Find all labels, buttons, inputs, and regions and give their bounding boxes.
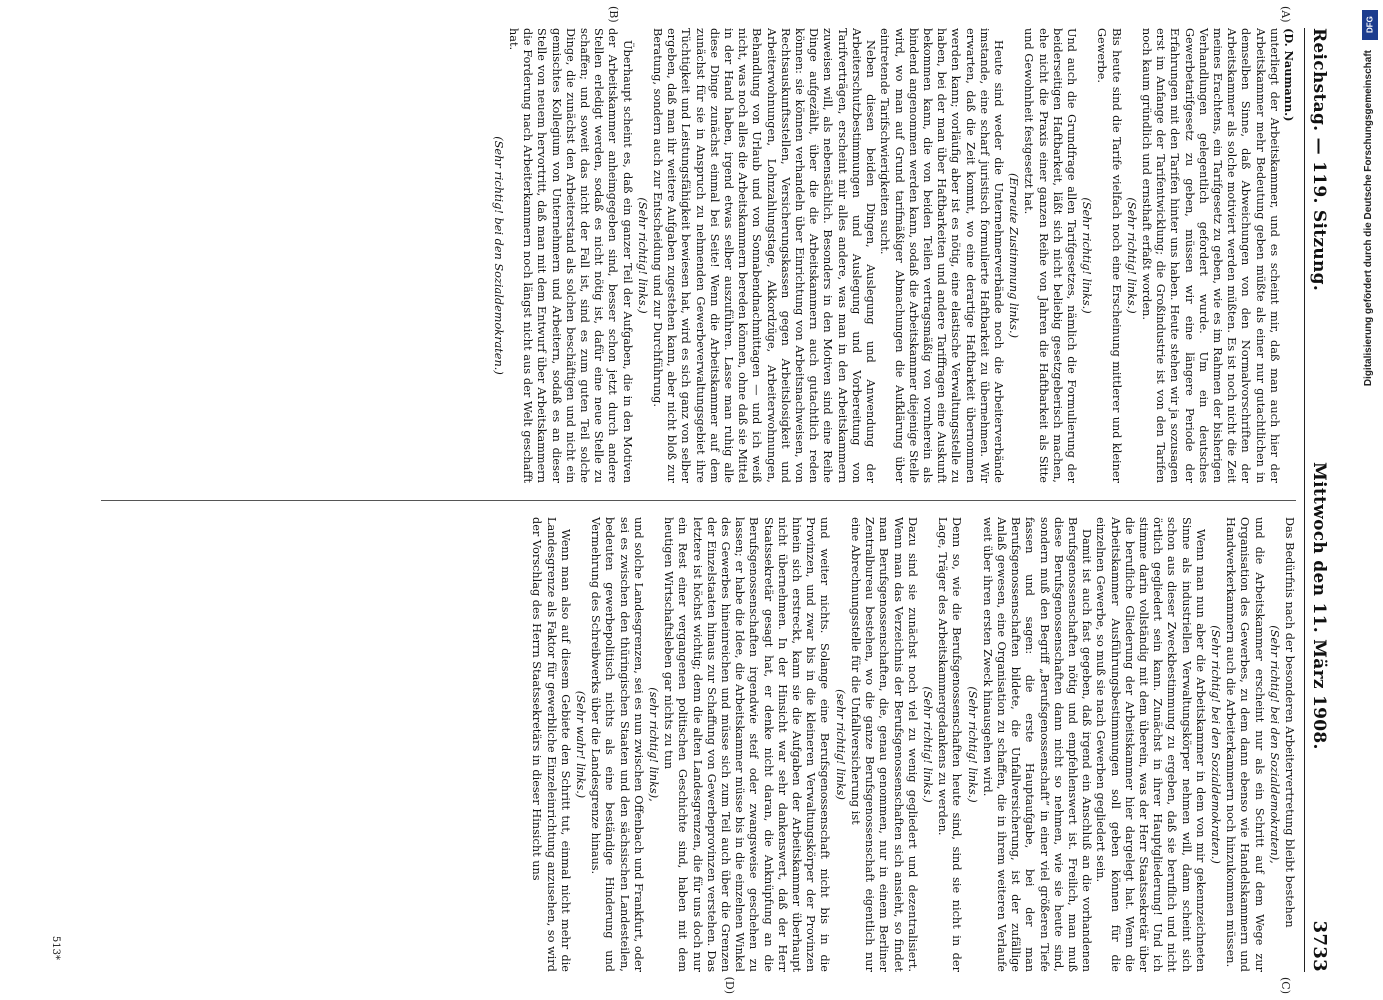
interjection-note: (Sehr richtig! bei den Sozialdemokraten.) — [491, 136, 505, 375]
body-paragraph: und die Arbeitskammer erscheint nur als ein Schritt auf dem Wege zur Organisation des Gewerbes, zu dem dann ebenso wie Handelskammern und Handwerkerkammern auch die Arbeiterkammern noch hinzukommen müssen. — [1224, 517, 1266, 972]
margin-marker-c: (C) — [1279, 977, 1292, 994]
margin-marker-b: (B) — [607, 6, 620, 23]
interjection-note: (Sehr richtig! links.) — [635, 197, 649, 314]
margin-marker-d: (D) — [723, 976, 736, 994]
body-paragraph: unterliegt der Arbeitskammer, und es scheint mir, daß man auch hier der Arbeitskammer mehr Bedeutung geben müßte als einer nur gutachtlichen in demselben Sinne, daß Abweichungen von den Normalvorschriften der Arbeitskammer als solche motiviert werden müßten. Es ist noch nicht die Zeit meines Erachtens, ein Tarifgesetz zu geben, wie es im Rahmen der bisherigen Verhandlungen gelegentlich gefordert wurde. Um ein deutsches Gewerbetarifgesetz zu geben, müssen wir eine längere Periode der Erfahrungen mit den Tarifen hinter uns haben. Heute stehen wir ja sozusagen erst im Anfange der Tarifentwicklung; die Großindustrie ist von den Tarifen noch kaum gründlich und ernsthaft erfaßt worden. — [1139, 28, 1281, 483]
footer-number: 513* — [50, 935, 61, 960]
body-paragraph: und weiter nichts. Solange eine Berufsgenossenschaft nicht bis in die Provinzen, und zwar bis in die kleineren Verwaltungskörper der Provinzen hinein sich erstreckt, kann sie die Aufgaben der Arbeitskammer überhaupt nicht übernehmen. In der Hinsicht war sehr dankenswert, daß der Herr Staatssekretär gesagt hat, er denke nicht daran, die Anknüpfung an die Berufsgenossenschaften irgendwie steif oder zwangsweise geschehen zu lassen; er habe die Idee, die Arbeitskammer müsse bis in die einzelnen Winkel des Gewerbes hineinreichen und müsse sich zum Teil auch über die Grenzen der Einzelstaaten hinaus zur Schaffung von Gewerbeprovinzen verstehen. Das letztere ist höchst wichtig; denn die alten Landesgrenzen, die für uns doch nur ein Rest einer vergangenen politischen Geschichte sind, haben mit dem heutigen Wirtschaftsleben gar nichts zu tun — [662, 517, 832, 972]
speaker-name: (D. Naumann.) — [1282, 28, 1296, 122]
page-header — [1304, 28, 1330, 972]
page-number: 3733 — [1309, 920, 1330, 972]
interjection-note: (Sehr richtig! bei den Sozialdemokraten.) — [1208, 625, 1222, 864]
interjection-note: (Sehr wahr! links.) — [574, 690, 588, 799]
body-paragraph: Dazu sind sie zunächst noch viel zu wenig gegliedert und dezentralisiert. Wenn man das Verzeichnis der Berufsgenossenschaften sich ansieht, so findet man Berufsgenossenschaften, die, genau genommen, nur in einem Berliner Zentralbureau bestehen, wo die ganze Berufsgenossenschaft eigentlich nur eine Abrechnungsstelle für die Unfallversicherung ist — [848, 517, 919, 972]
body-paragraph: Neben diesen beiden Dingen, Auslegung und Anwendung der Arbeiterschutzbestimmungen und Auslegung und Vorbereitung von Tarifverträgen, erscheint mir alles andere, was man in den Arbeitskammern zuweisen will, als nebensächlich. Besonders in den Motiven sind eine Reihe Dinge aufgezählt, über die die Arbeitskammern auch gutachtlich reden können: sie können verhandeln über Einrichtung von Arbeitsnachweisen, von Rechtsauskunftsstellen, Versicherungskassen gegen Arbeitslosigkeit und Arbeiterwohnungen, Lohnzahlungstage, Akkordzüge, Arbeiterwohnungen, Behandlung von Urlaub und von Sonnabendnachmittagen — und ich weiß nicht, was noch alles die Arbeitskammern bereden können, ohne daß sie Mittel in der Hand haben, irgend etwas selber auszuführen. Lasse man ruhig alle diese Dinge zunächst einmal bei Seite! Wenn die Arbeitskammer auf dem zunächst für sie in Anspruch zu nehmenden Gewerbeverwaltungsgebiet ihre Tüchtigkeit und Leistungsfähigkeit bewiesen hat, wird es sich ganz von selber ergeben, daß man ihr weitere Aufgaben zugestehen kann, aber nicht bloß zur Beratung, sondern auch zur Entscheidung und zur Durchführung. — [651, 28, 878, 483]
body-paragraph: Bis heute sind die Tarife vielfach noch eine Erscheinung mittlerer und kleiner Gewerbe. — [1095, 28, 1123, 483]
interjection-note: (Sehr richtig! bei den Sozialdemokraten), — [1267, 625, 1281, 864]
interjection-note: (Erneute Zustimmung links.) — [1007, 172, 1021, 339]
body-paragraph: Überhaupt scheint es, daß ein ganzer Teil der Aufgaben, die in den Motiven der Arbeitskammer anheimgegeben sind, besser schon jetzt durch andere Stellen erledigt werden, sodaß es nicht nötig ist, dafür eine neue Stelle zu schaffen; und soweit das nicht der Fall ist, sind es zum guten Teil solche Dinge, die zunächst den Arbeiterstand als solchen beschäftigen und nicht ein gemischtes Kollegium von Unternehmern und Arbeitern, sodaß es an dieser Stelle von neuem hervortritt, daß man mit dem Entwurf über Arbeitskammern die Forderung nach Arbeiterkammern noch längst nicht aus der Welt geschafft hat. — [507, 28, 634, 483]
dfg-logo: DFG — [1362, 10, 1378, 40]
scanned-page-frame — [42, 0, 1352, 1000]
interjection-note: (sehr richtig! links) — [833, 689, 847, 800]
right-column — [101, 517, 1296, 994]
header-left: Reichstag. — 119. Sitzung. — [1309, 28, 1329, 292]
column-divider — [101, 500, 1296, 501]
credit-text: Digitalisierung gefördert durch die Deutsche Forschungsgemeinschaft — [1363, 50, 1374, 387]
interjection-note: (sehr richtig! links), — [647, 687, 661, 802]
interjection-note: (Sehr richtig! links.) — [965, 686, 979, 803]
text-columns — [101, 6, 1296, 994]
body-paragraph: Denn so, wie die Berufsgenossenschaften heute sind, sind sie nicht in der Lage, Träger des Arbeitskammergedankens zu werden. — [936, 517, 964, 972]
left-column — [101, 6, 1296, 483]
newspaper-page — [42, 0, 1352, 1000]
body-paragraph: Wenn man also auf diesem Gebiete den Schritt tut, einmal nicht mehr die Landesgrenze als Faktor für gewerbliche Einzeleinrichtung anzusehen, so wird der Vorschlag des Herrn Staatssekretärs in dieser Hinsicht uns — [530, 517, 572, 972]
header-date: Mittwoch den 11. März 1908. — [1309, 462, 1329, 750]
body-paragraph: Damit ist auch fast gegeben, daß irgend ein Anschluß an die vorhandenen Berufsgenossenschaften nötig und empfehlenswert ist. Freilich, man muß diese Berufsgenossenschaften dann nicht so nehmen, wie sie heute sind, sondern muß den Begriff „Berufsgenossenschaft“ in einer viel größeren Tiefe fassen und sagen: die erste Hauptaufgabe, bei der man Berufsgenossenschaften bildete, die Unfallversicherung, ist der zufällige Anlaß gewesen, eine Organisation zu schaffen, die in ihrem weiteren Verlaufe weit über ihren ersten Zweck hinausgehen wird. — [980, 517, 1094, 972]
digitization-credit — [1361, 10, 1379, 990]
interjection-note: (Sehr richtig! links.) — [920, 686, 934, 803]
speaker-line — [1281, 28, 1296, 483]
body-paragraph: Heute sind weder die Unternehmerverbände noch die Arbeiterverbände imstande, eine scharf juristisch formulierte Haftbarkeit zu übernehmen. Wir erwarten, daß die Zeit kommt, wo eine derartige Haftbarkeit übernommen werden kann; vorläufig aber ist es nötig, eine elastische Verwaltungsstelle zu haben, bei der man über Haftbarkeiten und andere Tariffragen eine Auskunft bekommen kann, die von beiden Teilen vertragsmäßig von vornherein als bindend angenommen werden kann, sodaß die Arbeitskammer diejenige Stelle wird, wo man auf Grund tarifmäßiger Abmachungen die Aufklärung über eintretende Tarifschwierigkeiten sucht. — [878, 28, 1005, 483]
body-paragraph: Das Bedürfnis nach der besonderen Arbeitervertretung bleibt bestehen — [1283, 517, 1296, 928]
interjection-note: (Sehr richtig! links.) — [1080, 197, 1094, 314]
body-paragraph: Und auch die Grundfrage allen Tarifgesetzes, nämlich die Formulierung der beiderseitigen Haftbarkeit, läßt sich nicht beliebig gesetzgeberisch machen, ehe nicht die Praxis einer ganzen Reihe von Jahren die Haftbarkeit als Sitte und Gewohnheit festgesetzt hat. — [1022, 28, 1078, 483]
body-paragraph: Wenn man nun aber die Arbeitskammer in dem von mir gekennzeichneten Sinne als industriellen Verwaltungskörper nehmen will, dann scheint sich schon aus dieser Zweckbestimmung zu ergeben, daß sie beruflich und nicht örtlich gegliedert sein kann. Zunächst in ihrer Hauptgliederung! Und ich stimme darin vollständig mit dem überein, was der Herr Staatssekretär über die berufliche Gliederung der Arbeitskammer hier dargelegt hat. Wenn die Arbeitskammer Ausführungsbestimmungen soll geben können für die einzelnen Gewerbe, so muß sie nach Gewerben gegliedert sein. — [1094, 517, 1207, 972]
interjection-note: (Sehr richtig! links.) — [1124, 197, 1138, 314]
margin-marker-a: (A) — [1279, 6, 1292, 23]
body-paragraph: und solche Landesgrenzen, sei es nun zwischen Offenbach und Frankfurt, oder sei es zwischen den thüringischen Staaten und den sächsischen Landesteilen, bedeuten gewerbepolitisch nichts als eine beständige Hinderung und Vermehrung des Schreibwerks über die Landesgrenze hinaus. — [589, 517, 645, 972]
